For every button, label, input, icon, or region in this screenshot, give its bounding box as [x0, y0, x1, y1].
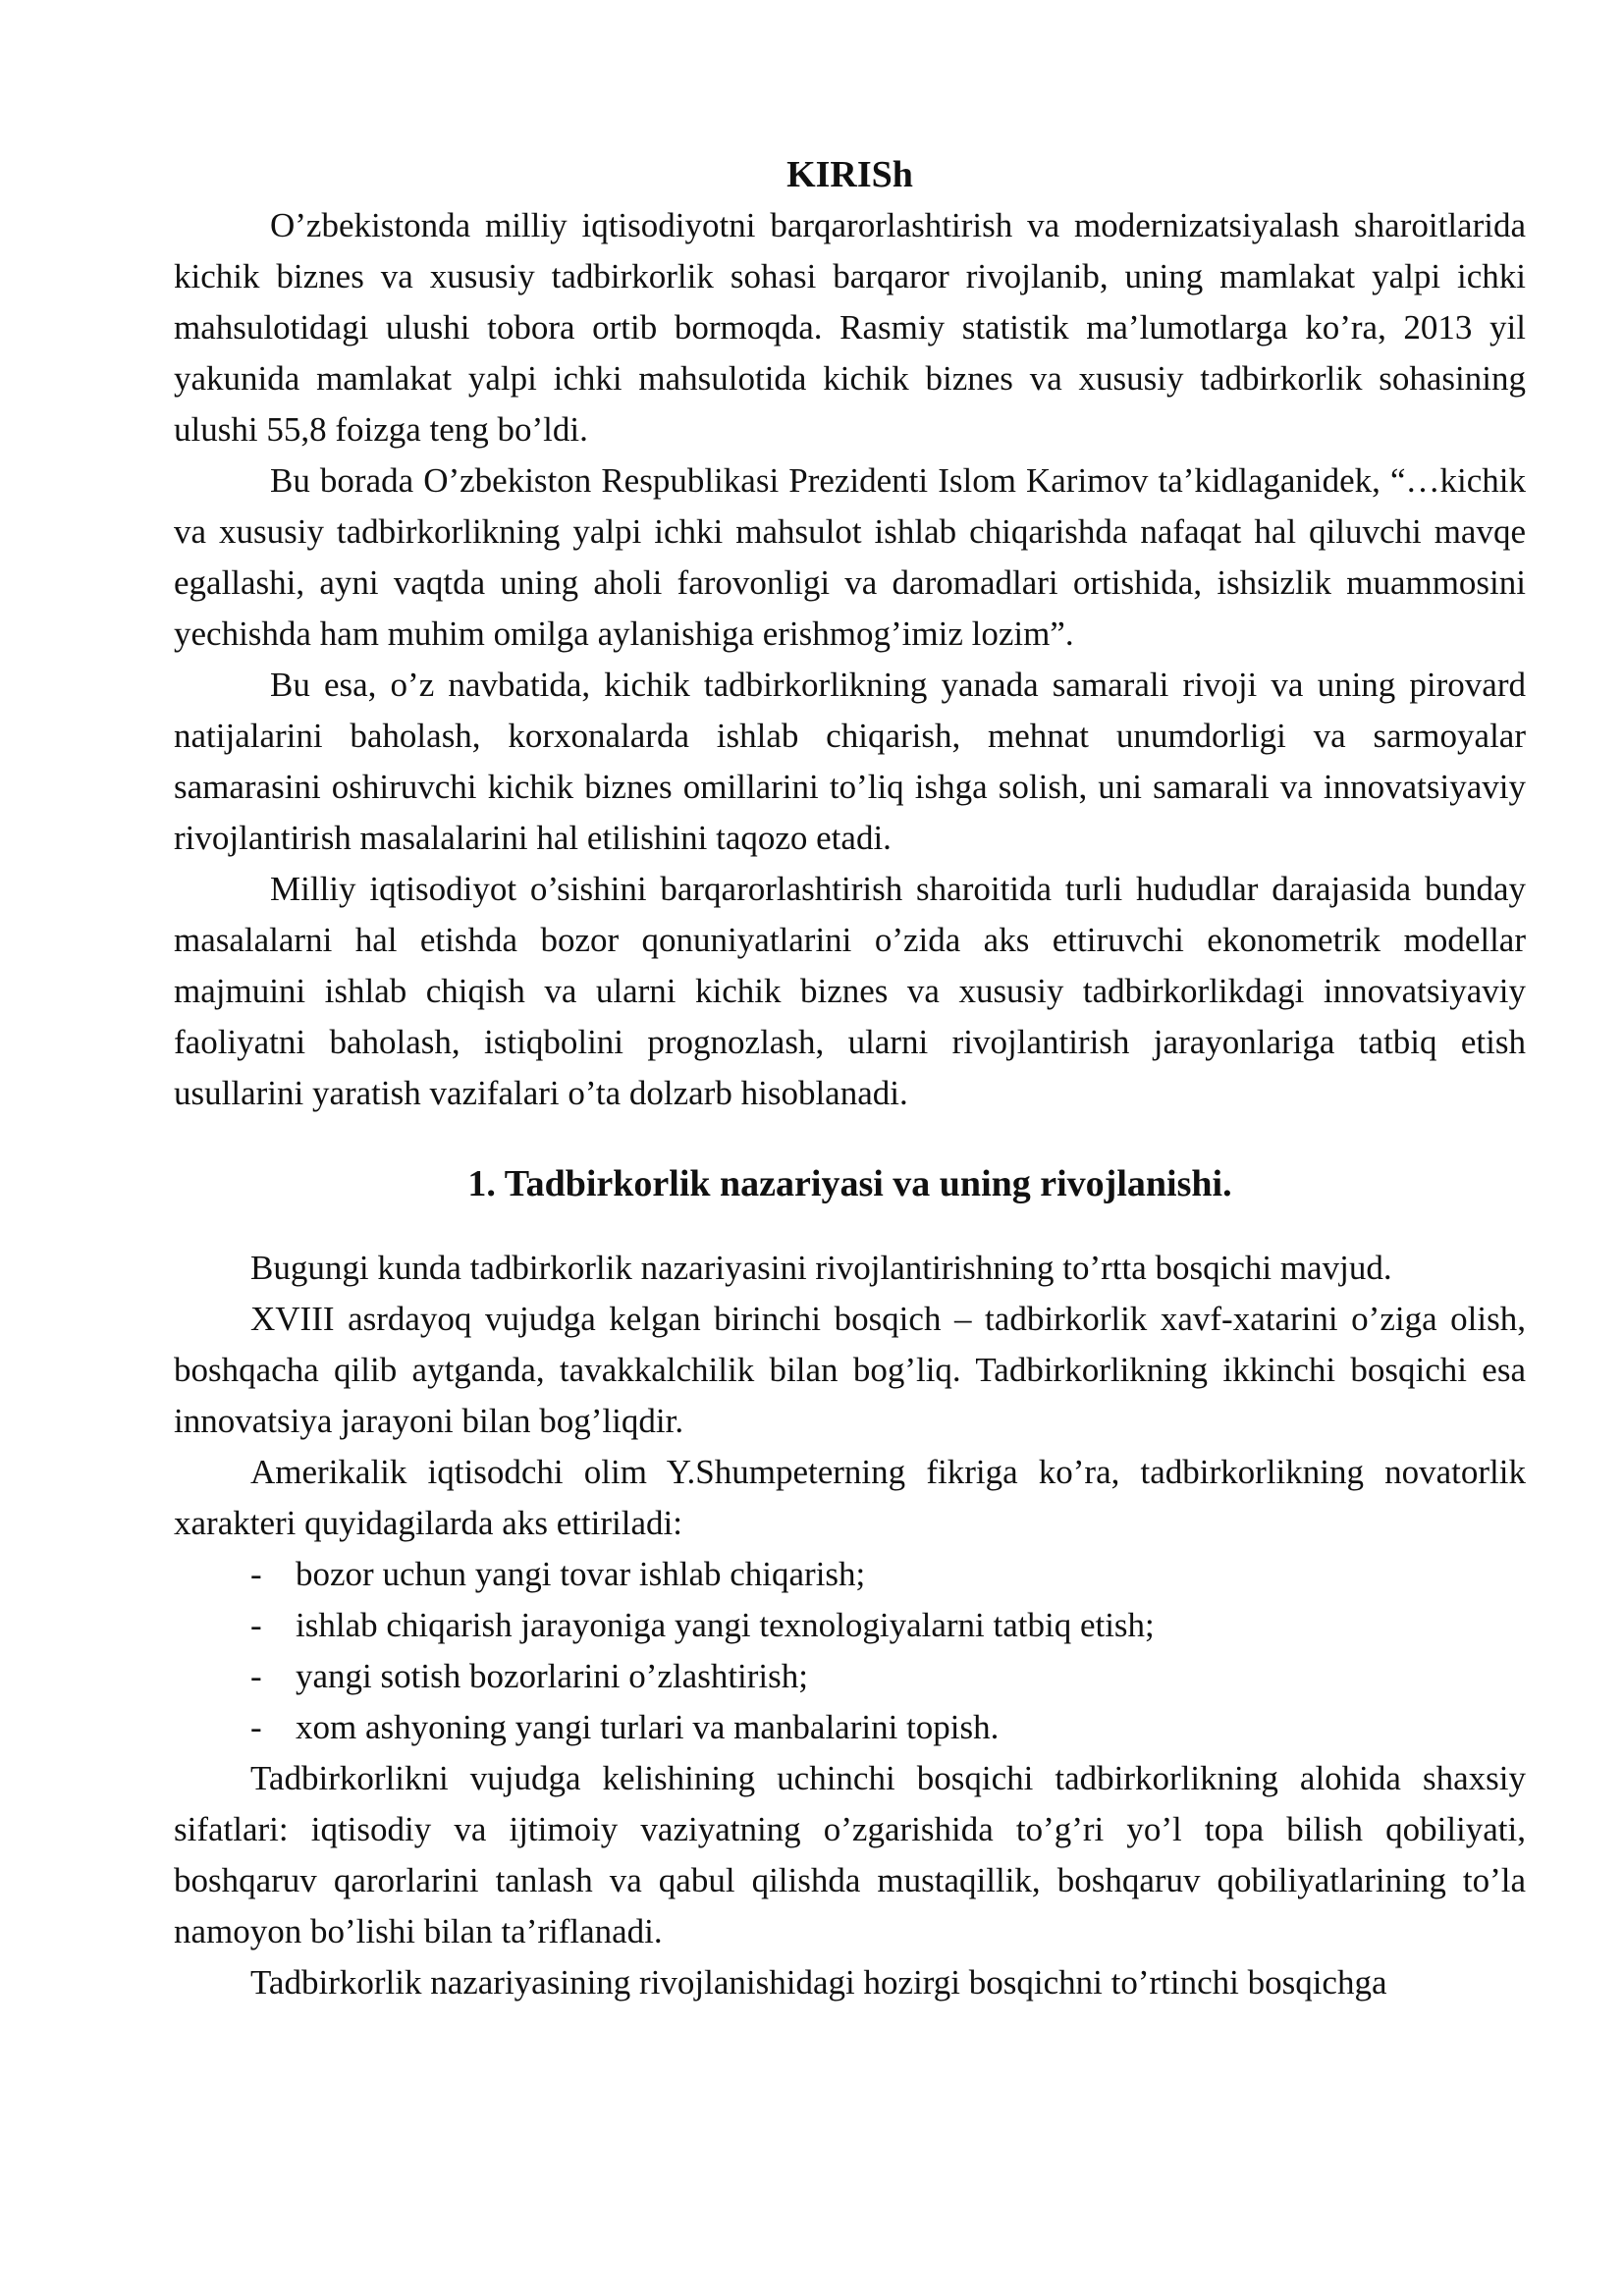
document-title: KIRISh	[786, 154, 913, 195]
list-item-text: bozor uchun yangi tovar ishlab chiqarish;	[296, 1555, 866, 1593]
intro-section	[174, 200, 1526, 1119]
list-item-text: yangi sotish bozorlarini o’zlashtirish;	[296, 1657, 808, 1695]
list-item-text: ishlab chiqarish jarayoniga yangi texnologiyalarni tatbiq etish;	[296, 1606, 1155, 1644]
intro-paragraph: Bu borada O’zbekiston Respublikasi Prezidenti Islom Karimov ta’kidlaganidek, “…kichik va xususiy tadbirkorlikning yalpi ichki mahsulot ishlab chiqarishda nafaqat hal qiluvchi mavqe egallashi, ayni vaqtda uning aholi farovonligi va daromadlari ortishida, ishsizlik muammosini yechishda ham muhim omilga aylanishiga erishmog’imiz lozim”.	[174, 461, 1526, 653]
list-item	[174, 1600, 1526, 1651]
intro-paragraph: O’zbekistonda milliy iqtisodiyotni barqarorlashtirish va modernizatsiyalash sharoitlarida kichik biznes va xususiy tadbirkorlik sohasi barqaror rivojlanib, uning mamlakat yalpi ichki mahsulotidagi ulushi tobora ortib bormoqda. Rasmiy statistik ma’lumotlarga ko’ra, 2013 yil yakunida mamlakat yalpi ichki mahsulotida kichik biznes va xususiy tadbirkorlik sohasining ulushi 55,8 foizga teng bo’ldi.	[174, 206, 1526, 449]
list-dash: -	[250, 1708, 262, 1746]
intro-paragraph: Milliy iqtisodiyot o’sishini barqarorlashtirish sharoitida turli hududlar darajasida bunday masalalarni hal etishda bozor qonuniyatlarini o’zida aks ettiruvchi ekonometrik modellar majmuini ishlab chiqish va ularni kichik biznes va xususiy tadbirkorlikdagi innovatsiyaviy faoliyatni baholash, istiqbolini prognozlash, ularni rivojlantirish jarayonlariga tatbiq etish usullarini yaratish vazifalari o’ta dolzarb hisoblanadi.	[174, 870, 1526, 1112]
section-paragraph: Tadbirkorlik nazariyasining rivojlanishidagi hozirgi bosqichni to’rtinchi bosqichga	[250, 1963, 1387, 2002]
section-paragraph: Tadbirkorlikni vujudga kelishining uchinchi bosqichi tadbirkorlikning alohida shaxsiy sifatlari: iqtisodiy va ijtimoiy vaziyatning o’zgarishida to’g’ri yo’l topa bilish qobiliyati, boshqaruv qarorlarini tanlash va qabul qilishda mustaqillik, boshqaruv qobiliyatlarining to’la namoyon bo’lishi bilan ta’riflanadi.	[174, 1759, 1526, 1950]
intro-paragraph: Bu esa, o’z navbatida, kichik tadbirkorlikning yanada samarali rivoji va uning pirovard natijalarini baholash, korxonalarda ishlab chiqarish, mehnat unumdorligi va sarmoyalar samarasini oshiruvchi kichik biznes omillarini to’liq ishga solish, uni samarali va innovatsiyaviy rivojlantirish masalalarini hal etilishini taqozo etadi.	[174, 666, 1526, 857]
innovation-list	[174, 1549, 1526, 1753]
list-item-text: xom ashyoning yangi turlari va manbalarini topish.	[296, 1708, 1000, 1746]
document-body	[174, 149, 1526, 2008]
list-item	[174, 1702, 1526, 1753]
section-heading: 1. Tadbirkorlik nazariyasi va uning rivojlanishi.	[467, 1163, 1232, 1204]
section-paragraph: XVIII asrdayoq vujudga kelgan birinchi bosqich – tadbirkorlik xavf-xatarini o’ziga olish, boshqacha qilib aytganda, tavakkalchilik bilan bog’liq. Tadbirkorlikning ikkinchi bosqichi esa innovatsiya jarayoni bilan bog’liqdir.	[174, 1300, 1526, 1440]
section-1-body	[174, 1243, 1526, 2008]
list-dash: -	[250, 1657, 262, 1695]
section-paragraph: Amerikalik iqtisodchi olim Y.Shumpeterning fikriga ko’ra, tadbirkorlikning novatorlik xarakteri quyidagilarda aks ettiriladi:	[174, 1453, 1526, 1542]
section-paragraph: Bugungi kunda tadbirkorlik nazariyasini rivojlantirishning to’rtta bosqichi mavjud.	[250, 1249, 1392, 1287]
list-dash: -	[250, 1555, 262, 1593]
list-item	[174, 1549, 1526, 1600]
list-dash: -	[250, 1606, 262, 1644]
list-item	[174, 1651, 1526, 1702]
